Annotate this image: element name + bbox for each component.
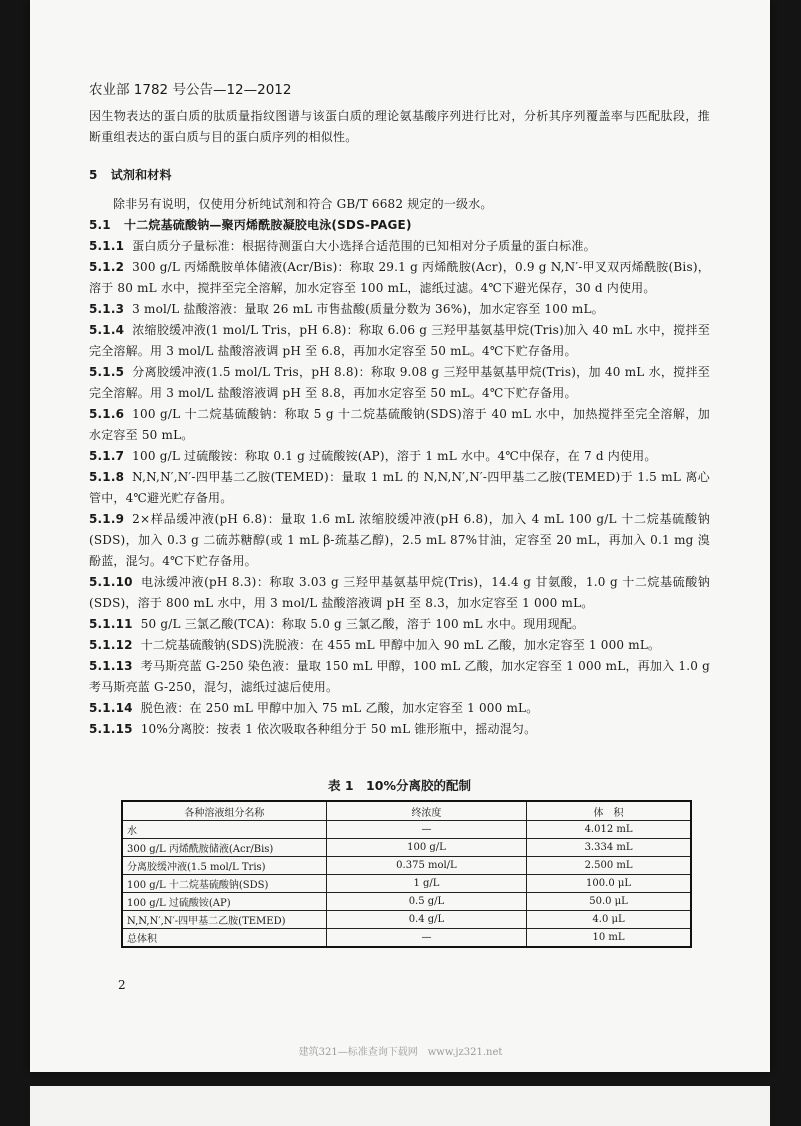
table-row: 总体积 — 10 mL [122,929,691,948]
reagent-item: 5.1.9 2×样品缓冲液(pH 6.8)：量取 1.6 mL 浓缩胶缓冲液(pH 6.8)，加入 4 mL 100 g/L 十二烷基硫酸钠(SDS)，加入 0.3 g 二硫苏糖醇(或 1 mL β-巯基乙醇)，2.5 mL 87%甘油，定容至 20 mL，再加入 0.1 mg 溴酚蓝，混匀。4℃下贮存备用。 [89,512,710,568]
table-caption: 表 1 10%分离胶的配制 [328,778,471,793]
section-5-heading [89,165,710,186]
section-number: 5 [89,168,98,182]
table-row: 300 g/L 丙烯酰胺储液(Acr/Bis) 100 g/L 3.334 mL [122,839,691,857]
column-header: 体 积 [527,801,691,821]
reagent-item: 5.1.4 浓缩胶缓冲液(1 mol/L Tris，pH 6.8)：称取 6.06 g 三羟甲基氨基甲烷(Tris)加入 40 mL 水中，搅拌至完全溶解。用 3 mol/L 盐酸溶液调 pH 至 6.8，再加水定容至 50 mL。4℃下贮存备用。 [89,323,710,358]
table-row: N,N,N′,N′-四甲基二乙胺(TEMED) 0.4 g/L 4.0 μL [122,911,691,929]
reagent-item: 5.1.6 100 g/L 十二烷基硫酸钠：称取 5 g 十二烷基硫酸钠(SDS)溶于 40 mL 水中，加热搅拌至完全溶解，加水定容至 50 mL。 [89,407,710,442]
reagent-item: 5.1.7 100 g/L 过硫酸铵：称取 0.1 g 过硫酸铵(AP)，溶于 1 mL 水中。4℃中保存，在 7 d 内使用。 [89,449,657,463]
reagent-item: 5.1.13 考马斯亮蓝 G-250 染色液：量取 150 mL 甲醇，100 mL 乙酸，加水定容至 1 000 mL，再加入 1.0 g 考马斯亮蓝 G-250，混匀，滤纸过滤后使用。 [89,659,710,694]
table-row: 100 g/L 十二烷基硫酸钠(SDS) 1 g/L 100.0 μL [122,875,691,893]
reagent-item: 5.1.14 脱色液：在 250 mL 甲醇中加入 75 mL 乙酸，加水定容至 1 000 mL。 [89,701,539,715]
table-row: 100 g/L 过硫酸铵(AP) 0.5 g/L 50.0 μL [122,893,691,911]
section-title: 试剂和材料 [110,168,172,182]
table-header-row [122,801,691,821]
reagent-item: 5.1.8 N,N,N′,N′-四甲基二乙胺(TEMED)：量取 1 mL 的 N,N,N′,N′-四甲基二乙胺(TEMED)于 1.5 mL 离心管中，4℃避光贮存备用。 [89,470,710,505]
next-page-edge [30,1086,770,1126]
table-row: 分离胶缓冲液(1.5 mol/L Tris) 0.375 mol/L 2.500 mL [122,857,691,875]
reagent-item: 5.1.11 50 g/L 三氯乙酸(TCA)：称取 5.0 g 三氯乙酸，溶于 100 mL 水中。现用现配。 [89,617,585,631]
reagent-item: 5.1.1 蛋白质分子量标准：根据待测蛋白大小选择合适范围的已知相对分子质量的蛋白标准。 [89,239,596,253]
page-number: 2 [118,978,126,992]
watermark: 建筑321—标准查询下载网 www.jz321.net [298,1047,503,1058]
column-header: 各种溶液组分名称 [122,801,326,821]
reagent-list [89,236,710,740]
reagent-item: 5.1.3 3 mol/L 盐酸溶液：量取 26 mL 市售盐酸(质量分数为 36%)，加水定容至 100 mL。 [89,302,604,316]
reagent-item: 5.1.12 十二烷基硫酸钠(SDS)洗脱液：在 455 mL 甲醇中加入 90 mL 乙酸，加水定容至 1 000 mL。 [89,638,661,652]
reagent-item: 5.1.10 电泳缓冲液(pH 8.3)：称取 3.03 g 三羟甲基氨基甲烷(Tris)，14.4 g 甘氨酸，1.0 g 十二烷基硫酸钠(SDS)，溶于 800 mL 水中，用 3 mol/L 盐酸溶液调 pH 至 8.3，加水定容至 1 000 mL。 [89,575,710,610]
reagent-item: 5.1.2 300 g/L 丙烯酰胺单体储液(Acr/Bis)：称取 29.1 g 丙烯酰胺(Acr)，0.9 g N,N′-甲叉双丙烯酰胺(Bis)，溶于 80 mL 水中，搅拌至完全溶解，加水定容至 100 mL，滤纸过滤。4℃下避光保存，30 d 内使用。 [89,260,710,295]
intro-paragraph: 因生物表达的蛋白质的肽质量指纹图谱与该蛋白质的理论氨基酸序列进行比对，分析其序列覆盖率与匹配肽段，推断重组表达的蛋白质与目的蛋白质序列的相似性。 [89,109,710,144]
column-header: 终浓度 [326,801,526,821]
section-5-1-heading [89,215,710,236]
reagent-item: 5.1.5 分离胶缓冲液(1.5 mol/L Tris，pH 8.8)：称取 9.08 g 三羟甲基氨基甲烷(Tris)，加 40 mL 水，搅拌至完全溶解。用 3 mol/L 盐酸溶液调 pH 至 8.8，再加水定容至 50 mL。4℃下贮存备用。 [89,365,710,400]
general-note: 除非另有说明，仅使用分析纯试剂和符合 GB/T 6682 规定的一级水。 [113,197,493,211]
gel-recipe-table [121,800,692,948]
section-number: 5.1 [89,218,111,232]
document-header: 农业部 1782 号公告—12—2012 [89,82,292,98]
table-row: 水 — 4.012 mL [122,821,691,839]
reagent-item: 5.1.15 10%分离胶：按表 1 依次吸取各种组分于 50 mL 锥形瓶中，摇动混匀。 [89,722,537,736]
section-title: 十二烷基硫酸钠—聚丙烯酰胺凝胶电泳(SDS-PAGE) [124,218,412,232]
